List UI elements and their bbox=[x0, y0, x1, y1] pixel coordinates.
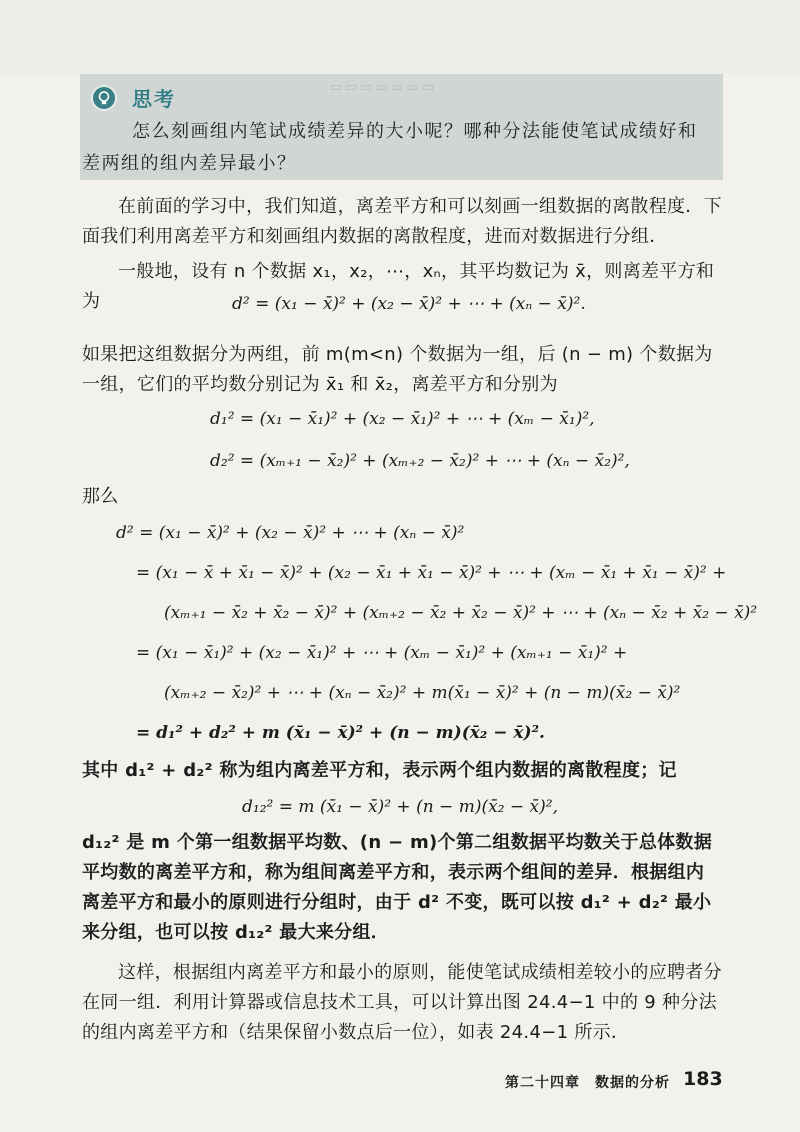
think-title: 思考 bbox=[132, 87, 176, 111]
derivation-line-6: = d₁² + d₂² + m (x̄₁ − x̄)² + (n − m)(x̄₂ − x̄)². bbox=[136, 723, 545, 743]
paragraph-intro: 在前面的学习中，我们知道，离差平方和可以刻画一组数据的离散程度．下面我们利用离差平方和刻画组内数据的离散程度，进而对数据进行分组． bbox=[82, 196, 722, 247]
page-number: 183 bbox=[683, 1068, 723, 1090]
derivation-line-1: d² = (x₁ − x̄)² + (x₂ − x̄)² + ⋯ + (xₙ − x̄)² bbox=[116, 523, 465, 543]
paragraph-conclusion: 这样，根据组内离差平方和最小的原则，能使笔试成绩相差较小的应聘者分在同一组．利用计算器或信息技术工具，可以计算出图 24.4−1 中的 9 种分法的组内离差平方和（结果保留小数点后一位），如表 24.4−1 所示． bbox=[82, 962, 722, 1043]
formula-d12-squared: d₁₂² = m (x̄₁ − x̄)² + (n − m)(x̄₂ − x̄)², bbox=[242, 797, 558, 817]
paragraph-general: 一般地，设有 n 个数据 x₁，x₂，⋯，xₙ，其平均数记为 x̄，则离差平方和为 bbox=[82, 261, 715, 312]
paragraph-between-group: d₁₂² 是 m 个第一组数据平均数、(n − m)个第二组数据平均数关于总体数据平均数的离差平方和，称为组间离差平方和，表示两个组间的差异．根据组内离差平方和最小的原则进行分组时，由于 d² 不变，既可以按 d₁² + d₂² 最小来分组，也可以按 d₁₂² 最大来分组． bbox=[82, 832, 713, 943]
derivation-line-2: = (x₁ − x̄ + x̄₁ − x̄)² + (x₂ − x̄₁ + x̄₁ − x̄)² + ⋯ + (xₘ − x̄₁ + x̄₁ − x̄)² + bbox=[136, 563, 727, 583]
chapter-footer: 第二十四章 数据的分析 bbox=[505, 1075, 670, 1091]
derivation-line-4: = (x₁ − x̄₁)² + (x₂ − x̄₁)² + ⋯ + (xₘ − x̄₁)² + (xₘ₊₁ − x̄₁)² + bbox=[136, 643, 628, 663]
bleed-through-text: ▭▭▭▭▭▭▭ bbox=[330, 80, 437, 95]
lightbulb-icon bbox=[91, 85, 117, 111]
derivation-line-5: (xₘ₊₂ − x̄₂)² + ⋯ + (xₙ − x̄₂)² + m(x̄₁ − x̄)² + (n − m)(x̄₂ − x̄)² bbox=[164, 683, 681, 703]
paragraph-then: 那么 bbox=[82, 486, 119, 507]
page-top-margin bbox=[0, 0, 800, 74]
paragraph-split: 如果把这组数据分为两组，前 m(m<n) 个数据为一组，后 (n − m) 个数据为一组，它们的平均数分别记为 x̄₁ 和 x̄₂，离差平方和分别为 bbox=[82, 344, 713, 395]
paragraph-within-group: 其中 d₁² + d₂² 称为组内离差平方和，表示两个组内数据的离散程度；记 bbox=[82, 760, 677, 781]
formula-d1-squared: d₁² = (x₁ − x̄₁)² + (x₂ − x̄₁)² + ⋯ + (xₘ − x̄₁)², bbox=[210, 409, 595, 429]
formula-d2-squared: d₂² = (xₘ₊₁ − x̄₂)² + (xₘ₊₂ − x̄₂)² + ⋯ + (xₙ − x̄₂)², bbox=[210, 451, 630, 471]
derivation-line-3: (xₘ₊₁ − x̄₂ + x̄₂ − x̄)² + (xₘ₊₂ − x̄₂ + x̄₂ − x̄)² + ⋯ + (xₙ − x̄₂ + x̄₂ − x̄)² bbox=[164, 603, 758, 623]
formula-d-squared: d² = (x₁ − x̄)² + (x₂ − x̄)² + ⋯ + (xₙ − x̄)². bbox=[232, 294, 586, 314]
think-question: 怎么刻画组内笔试成绩差异的大小呢？哪种分法能使笔试成绩好和差两组的组内差异最小？ bbox=[82, 121, 698, 174]
